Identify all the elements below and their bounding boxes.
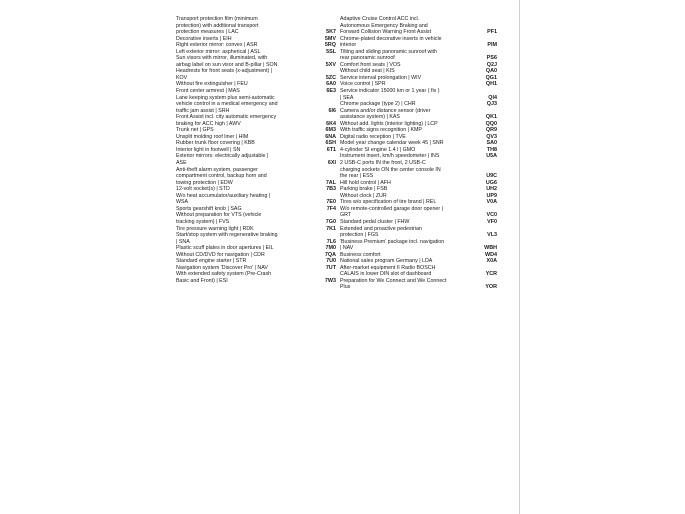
- equipment-description: Sun visors with mirror, illuminated, with airbag label on sun visor and B-pillar | SON: [176, 55, 278, 68]
- equipment-row: [340, 206, 497, 219]
- equipment-description: Decorative inserts | EIH: [176, 35, 232, 42]
- option-code: 7AL: [325, 179, 336, 186]
- option-code: 6E3: [326, 88, 336, 95]
- option-code: 7W3: [324, 277, 336, 284]
- equipment-description: Parking brake | FSB: [340, 186, 388, 193]
- equipment-description: Rubber trunk floor covering | KBB: [176, 140, 255, 147]
- equipment-description: Anti-theft alarm system, passenger compartment control, backup horn and towing protection | EDW: [176, 166, 267, 186]
- option-code: 6I6: [328, 107, 336, 114]
- equipment-row: [340, 239, 497, 252]
- option-code: 5XV: [325, 61, 336, 68]
- equipment-description: Without preparation for VTS (vehicle tracking system) | FVS: [176, 212, 262, 225]
- option-code: QV3: [486, 133, 497, 140]
- equipment-description: Tilting and sliding panoramic sunroof with rear panoramic sunroof: [340, 48, 437, 62]
- equipment-description: Without CD/DVD for navigation | CDR: [176, 251, 265, 258]
- equipment-description: Navigation system 'Discover Pro' | NAV: [176, 264, 268, 271]
- option-code: 7L6: [326, 238, 336, 245]
- equipment-description: Without clock | ZUR: [340, 192, 387, 199]
- equipment-description: Model year change calendar week 45 | SNR: [340, 140, 444, 147]
- option-code: YCR: [485, 271, 497, 278]
- equipment-description: Front Assist incl. city automatic emergency braking for ACC high | AWV: [176, 114, 277, 127]
- equipment-description: Transport protection film (minimum protection) with additional transport protection measures | LAC: [176, 16, 259, 36]
- equipment-description: Comfort front seats | VOS: [340, 61, 401, 68]
- equipment-list-left: [176, 16, 336, 284]
- option-code: UP9: [486, 192, 497, 199]
- equipment-description: Headrests for front seats (x-adjustment) | KOV: [176, 68, 273, 81]
- equipment-row: [340, 278, 497, 291]
- equipment-description: 12-volt socket(s) | STD: [176, 186, 230, 193]
- option-code: 7E0: [326, 199, 336, 206]
- option-code: QK1: [485, 114, 497, 121]
- option-code: TH8: [486, 146, 497, 153]
- option-code: 6T1: [326, 146, 336, 153]
- option-code: QH1: [485, 81, 497, 88]
- option-code: V0A: [486, 199, 497, 206]
- option-code: U5A: [486, 153, 497, 160]
- equipment-row: [176, 95, 336, 115]
- option-code: UG6: [485, 179, 497, 186]
- equipment-description: Without fire extinguisher | FEU: [176, 81, 248, 88]
- equipment-row: [176, 153, 336, 166]
- option-code: PS6: [486, 55, 497, 62]
- equipment-description: Front center armrest | MAS: [176, 88, 240, 95]
- equipment-row: [340, 16, 497, 36]
- equipment-description: Instrument insert, km/h speedometer | INS: [340, 153, 440, 160]
- option-code: QQ0: [485, 120, 497, 127]
- equipment-description: With traffic signs recognition | KMP: [340, 127, 422, 134]
- equipment-description: Trunk net | GPS: [176, 127, 214, 134]
- equipment-row: [340, 160, 497, 180]
- option-code: QI4: [488, 94, 497, 101]
- equipment-description: Exterior mirrors: electrically adjustable | ASE: [176, 153, 269, 167]
- equipment-description: Extended and proactive pedestrian protection | FGS: [340, 225, 422, 239]
- equipment-row: [340, 36, 497, 49]
- option-code: 7U0: [326, 258, 336, 265]
- equipment-description: 'Business Premium' package incl. navigation | NAV: [340, 238, 445, 252]
- equipment-description: Start/stop system with regenerative braking | SNA: [176, 232, 278, 245]
- equipment-description: Sports gearshift knob | SAG: [176, 205, 242, 212]
- equipment-row: [176, 271, 336, 284]
- option-code: UH2: [486, 186, 497, 193]
- option-code: 7QA: [324, 251, 336, 258]
- option-code: 7K1: [326, 225, 336, 232]
- equipment-row: [340, 265, 497, 278]
- page-edge-divider: [519, 0, 520, 514]
- equipment-description: Digital radio reception | TVE: [340, 133, 406, 140]
- equipment-description: Service indicator 15000 km or 1 year ( fix ) | SEA: [340, 88, 440, 101]
- equipment-row: [340, 49, 497, 62]
- equipment-description: Chrome-plated decorative inserts in vehicle interior: [340, 35, 442, 49]
- equipment-row: [176, 16, 336, 36]
- equipment-description: Preparation for We Connect and We Connect Plus: [340, 277, 447, 291]
- option-code: QJ3: [486, 101, 497, 108]
- equipment-description: W/o heat accumulator/auxiliary heating | WSA: [176, 192, 271, 206]
- equipment-description: Plastic scuff plates in door apertures | EIL: [176, 245, 274, 252]
- equipment-row: [176, 68, 336, 81]
- option-code: QR9: [485, 127, 497, 134]
- equipment-description: Left exterior mirror: aspherical | ASL: [176, 48, 261, 55]
- equipment-description: After-market equipment II Radio BOSCH CALAIS in lower DIN slot of dashboard: [340, 264, 436, 278]
- equipment-description: Lane keeping system plus semi-automatic vehicle control in a medical emergency and traffic jam assist | SRH: [176, 94, 278, 114]
- option-code: QA0: [485, 68, 497, 75]
- option-code: QG1: [485, 74, 497, 81]
- option-code: X0A: [486, 258, 497, 265]
- equipment-description: Right exterior mirror: convex | ASR: [176, 42, 258, 49]
- equipment-description: Chrome package (type 2) | CHR: [340, 101, 416, 108]
- equipment-row: [176, 114, 336, 127]
- equipment-description: Adaptive Cruise Control ACC incl. Autonomous Emergency Braking and Forward Collision Warning Front Assist: [340, 16, 432, 36]
- equipment-list-right: [340, 16, 497, 291]
- option-code: Q2J: [486, 61, 497, 68]
- equipment-row: [340, 108, 497, 121]
- option-code: 7B3: [326, 186, 336, 193]
- equipment-row: [176, 193, 336, 206]
- equipment-description: With extended safety system (Pre-Crash Basic and Front) | ESI: [176, 271, 272, 284]
- equipment-description: Voice control | SPR: [340, 81, 386, 88]
- equipment-description: Hill hold control | AFH: [340, 179, 391, 186]
- equipment-description: Standard pedal cluster | FHW: [340, 218, 410, 225]
- option-code: VL3: [487, 232, 497, 239]
- equipment-description: Unsplit molding roof liner | HIM: [176, 133, 249, 140]
- equipment-description: Without add. lights (interior lighting) | LCP: [340, 120, 438, 127]
- equipment-description: Camera and/or distance sensor (driver assistance system) | KAS: [340, 107, 431, 121]
- option-code: YOR: [485, 284, 497, 291]
- option-code: 6A0: [326, 81, 336, 88]
- equipment-description: 2 USB-C ports IN the front, 2 USB-C charging sockets ON the center console IN the rear | ESS: [340, 160, 441, 180]
- equipment-description: Tires w/o specification of tire brand | REL: [340, 199, 437, 206]
- equipment-row: [176, 212, 336, 225]
- equipment-description: Interior light in footwell | SN: [176, 146, 241, 153]
- equipment-description: Service interval prolongation | WIV: [340, 74, 422, 81]
- equipment-description: Tire pressure warning light | RDK: [176, 225, 254, 232]
- option-code: 6XI: [327, 160, 336, 167]
- option-code: 5SL: [326, 48, 336, 55]
- option-code: 5RQ: [324, 42, 336, 49]
- equipment-row: [176, 167, 336, 187]
- equipment-description: Without child seat | KIS: [340, 68, 395, 75]
- option-code: VF0: [487, 218, 497, 225]
- option-code: 5K7: [326, 29, 336, 36]
- equipment-row: [340, 88, 497, 101]
- option-code: SA0: [486, 140, 497, 147]
- equipment-description: 4-cylinder SI engine 1.4 l | GMO: [340, 146, 416, 153]
- option-code: 6SH: [325, 140, 336, 147]
- equipment-description: W/o remote-controlled garage door opener | GRT: [340, 205, 443, 219]
- option-code: VC0: [486, 212, 497, 219]
- option-code: 7M0: [325, 245, 336, 252]
- option-code: 6K4: [326, 120, 336, 127]
- option-code: WBH: [484, 245, 497, 252]
- equipment-description: National sales program Germany | LDA: [340, 258, 433, 265]
- option-code: 5ZC: [325, 74, 336, 81]
- option-code: 6M3: [325, 127, 336, 134]
- option-code: U9C: [486, 173, 497, 180]
- option-code: 7F4: [326, 205, 336, 212]
- option-code: 6NA: [325, 133, 336, 140]
- equipment-description: Standard engine starter | STR: [176, 258, 247, 265]
- option-code: PIM: [487, 42, 497, 49]
- option-code: 7G0: [325, 218, 336, 225]
- option-code: 5MV: [324, 35, 336, 42]
- equipment-row: [176, 55, 336, 68]
- equipment-description: Business comfort: [340, 251, 381, 258]
- option-code: 7UT: [325, 264, 336, 271]
- equipment-row: [340, 226, 497, 239]
- option-code: WD4: [485, 251, 497, 258]
- equipment-row: [176, 232, 336, 245]
- option-code: PF1: [487, 29, 497, 36]
